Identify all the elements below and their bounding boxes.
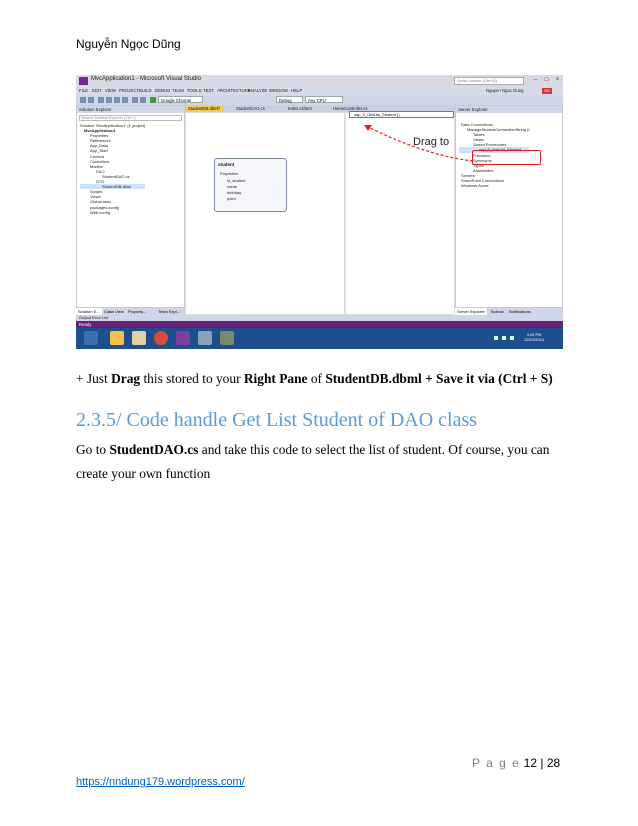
menu-debug[interactable]: DEBUG <box>155 88 171 93</box>
tree-item[interactable]: DAO <box>96 168 105 174</box>
entity-field[interactable]: birthday <box>227 190 242 195</box>
tree-item[interactable]: Servers <box>461 172 475 178</box>
window-title: MvcApplication1 - Microsoft Visual Studio <box>91 76 201 82</box>
tree-item[interactable]: Web.config <box>90 209 110 215</box>
body-text: Go to <box>76 442 110 457</box>
tree-item[interactable]: Data Connections <box>461 122 493 127</box>
visual-studio-screenshot <box>76 75 563 349</box>
caption-text: of <box>307 371 326 386</box>
menu-build[interactable]: BUILD <box>139 88 152 93</box>
tree-item[interactable]: StudentDB.dbml <box>80 184 145 189</box>
entity-section-label: Properties <box>220 171 239 176</box>
server-explorer-title: Server Explorer <box>456 106 562 113</box>
tree-item[interactable]: Tables <box>473 132 485 138</box>
tree-item[interactable]: Models <box>90 163 103 169</box>
tree-item[interactable]: ManageStudentConnectionString (I <box>467 127 530 133</box>
tree-item[interactable]: Views <box>473 137 484 143</box>
page-number: P a g e 12 | 28 <box>472 756 561 770</box>
browser-dropdown[interactable]: Google Chrome <box>158 96 203 103</box>
stored-procedure-method[interactable]: usp_0_GetList_Student () <box>349 111 454 118</box>
tab-property[interactable]: Property... <box>128 309 147 314</box>
tab-solution-explorer[interactable]: Solution E... <box>78 309 100 314</box>
tray-icon[interactable] <box>494 336 498 340</box>
minimize-icon[interactable]: – <box>533 77 538 83</box>
menu-test[interactable]: TEST <box>203 88 214 93</box>
screenshot-caption <box>76 368 566 390</box>
tree-item[interactable]: Solution 'MvcApplication1' (1 project) <box>80 123 146 128</box>
entity-field[interactable]: id_student <box>227 178 246 183</box>
tab-team-explorer[interactable]: Team Expl... <box>158 309 181 314</box>
drag-to-label: Drag to <box>413 136 450 148</box>
tree-item[interactable]: packages.config <box>90 204 119 210</box>
tree-item[interactable]: SharePoint Connections <box>461 178 505 184</box>
tray-icon[interactable] <box>502 336 506 340</box>
tree-item[interactable]: App_Data <box>90 143 108 149</box>
menu-analyze[interactable]: ANALYZE <box>248 88 268 93</box>
tree-item[interactable]: Windows Azure <box>461 183 489 189</box>
tree-item[interactable]: MvcApplication1 <box>84 128 116 134</box>
maximize-icon[interactable]: □ <box>544 77 549 83</box>
platform-dropdown[interactable]: Any CPU <box>305 96 343 103</box>
user-name[interactable]: Nguyen Ngoc Dung <box>486 88 524 93</box>
entity-name: student <box>218 162 235 167</box>
tree-item[interactable]: Global.asax <box>90 199 112 205</box>
entity-field[interactable]: name <box>227 184 238 189</box>
footer-url-link[interactable]: https://nndung179.wordpress.com/ <box>76 776 245 788</box>
file-explorer-icon[interactable] <box>110 331 124 345</box>
close-icon[interactable]: × <box>555 77 560 83</box>
tab-studentdb-dbml[interactable]: StudentDB.dbml* <box>185 105 223 112</box>
page-total: 28 <box>546 756 561 770</box>
folder-icon[interactable] <box>132 331 146 345</box>
section-heading: 2.3.5/ Code handle Get List Student of DAO class <box>76 409 478 431</box>
tree-item[interactable]: Scripts <box>90 189 103 195</box>
windows-taskbar <box>76 328 563 349</box>
tab-homecontroller-cs[interactable]: HomeController.cs <box>333 106 368 111</box>
tree-item-selected[interactable]: usp_0_GetList_Student <box>459 147 529 152</box>
config-dropdown[interactable]: Debug <box>276 96 303 103</box>
tab-server-explorer[interactable]: Server Explorer <box>457 309 485 314</box>
taskbar-clock[interactable] <box>524 332 544 342</box>
user-badge[interactable]: ND <box>542 88 552 94</box>
tree-item[interactable]: Synonyms <box>473 157 492 163</box>
tree-item[interactable]: Controllers <box>90 158 110 164</box>
tree-item[interactable]: App_Start <box>90 148 108 154</box>
tree-item[interactable]: Assemblies <box>473 167 494 173</box>
quick-launch-input[interactable]: Quick Launch (Ctrl+Q) <box>454 77 524 85</box>
menu-project[interactable]: PROJECT <box>119 88 140 93</box>
page-current: 12 <box>523 756 538 770</box>
caption-bold: Right Pane <box>243 371 308 386</box>
menu-file[interactable]: FILE <box>79 88 89 93</box>
output-tabs[interactable]: Output Error List <box>76 315 563 321</box>
menu-architecture[interactable]: ARCHITECTURE <box>217 88 251 93</box>
menu-view[interactable]: VIEW <box>105 88 116 93</box>
tab-class-view[interactable]: Class View <box>104 309 124 314</box>
tree-item[interactable]: StudentDAO.cs <box>102 173 130 179</box>
tab-index-cshtml[interactable]: Index.cshtml <box>288 106 312 111</box>
entity-field[interactable]: point <box>227 196 236 201</box>
caption-text: + Just <box>76 371 112 386</box>
caption-bold: StudentDB.dbml + Save it via (Ctrl + S) <box>325 371 553 386</box>
body-bold: StudentDAO.cs <box>109 442 199 457</box>
clock-date: 12/04/2014 <box>524 337 545 342</box>
tree-item[interactable]: References <box>90 138 111 144</box>
menu-team[interactable]: TEAM <box>172 88 184 93</box>
tree-item[interactable]: Types <box>473 162 484 168</box>
start-icon[interactable] <box>84 331 98 345</box>
tree-item[interactable]: DTO <box>96 179 105 185</box>
page-label: P a g e <box>472 756 521 770</box>
tab-toolbox[interactable]: Toolbox <box>490 309 504 314</box>
tree-item[interactable]: Stored Procedures <box>473 142 507 148</box>
solution-search-input[interactable]: Search Solution Explorer (Ctrl+;) <box>79 115 182 121</box>
status-bar: Ready <box>76 321 563 328</box>
tree-item[interactable]: Functions <box>473 152 491 158</box>
page-header-author: Nguyễn Ngọc Dũng <box>76 37 181 51</box>
menu-tools[interactable]: TOOLS <box>187 88 202 93</box>
menu-help[interactable]: HELP <box>291 88 303 93</box>
tab-notifications[interactable]: Notifications <box>509 309 531 314</box>
body-paragraph <box>76 438 566 486</box>
tree-item[interactable]: Content <box>90 153 105 159</box>
tool-icon[interactable] <box>198 331 212 345</box>
visual-studio-taskbar-icon[interactable] <box>176 331 190 345</box>
tree-item[interactable]: Views <box>90 194 101 200</box>
solution-explorer-title: Solution Explorer <box>77 106 184 113</box>
chrome-icon[interactable] <box>154 331 168 345</box>
menu-edit[interactable]: EDIT <box>92 88 102 93</box>
app-icon[interactable] <box>220 331 234 345</box>
tab-studentdao-cs[interactable]: StudentDAO.cs <box>236 106 265 111</box>
caption-bold: Drag <box>111 371 141 386</box>
menu-window[interactable]: WINDOW <box>269 88 288 93</box>
tree-item[interactable]: Properties <box>90 133 109 139</box>
body-text: and take this code to select the list of student. Of course, you can create your own function <box>76 442 550 481</box>
drag-arrow-icon <box>76 75 563 349</box>
clock-time: 4:19 PM <box>526 332 542 337</box>
caption-text: this stored to your <box>140 371 244 386</box>
tray-icon[interactable] <box>510 336 514 340</box>
